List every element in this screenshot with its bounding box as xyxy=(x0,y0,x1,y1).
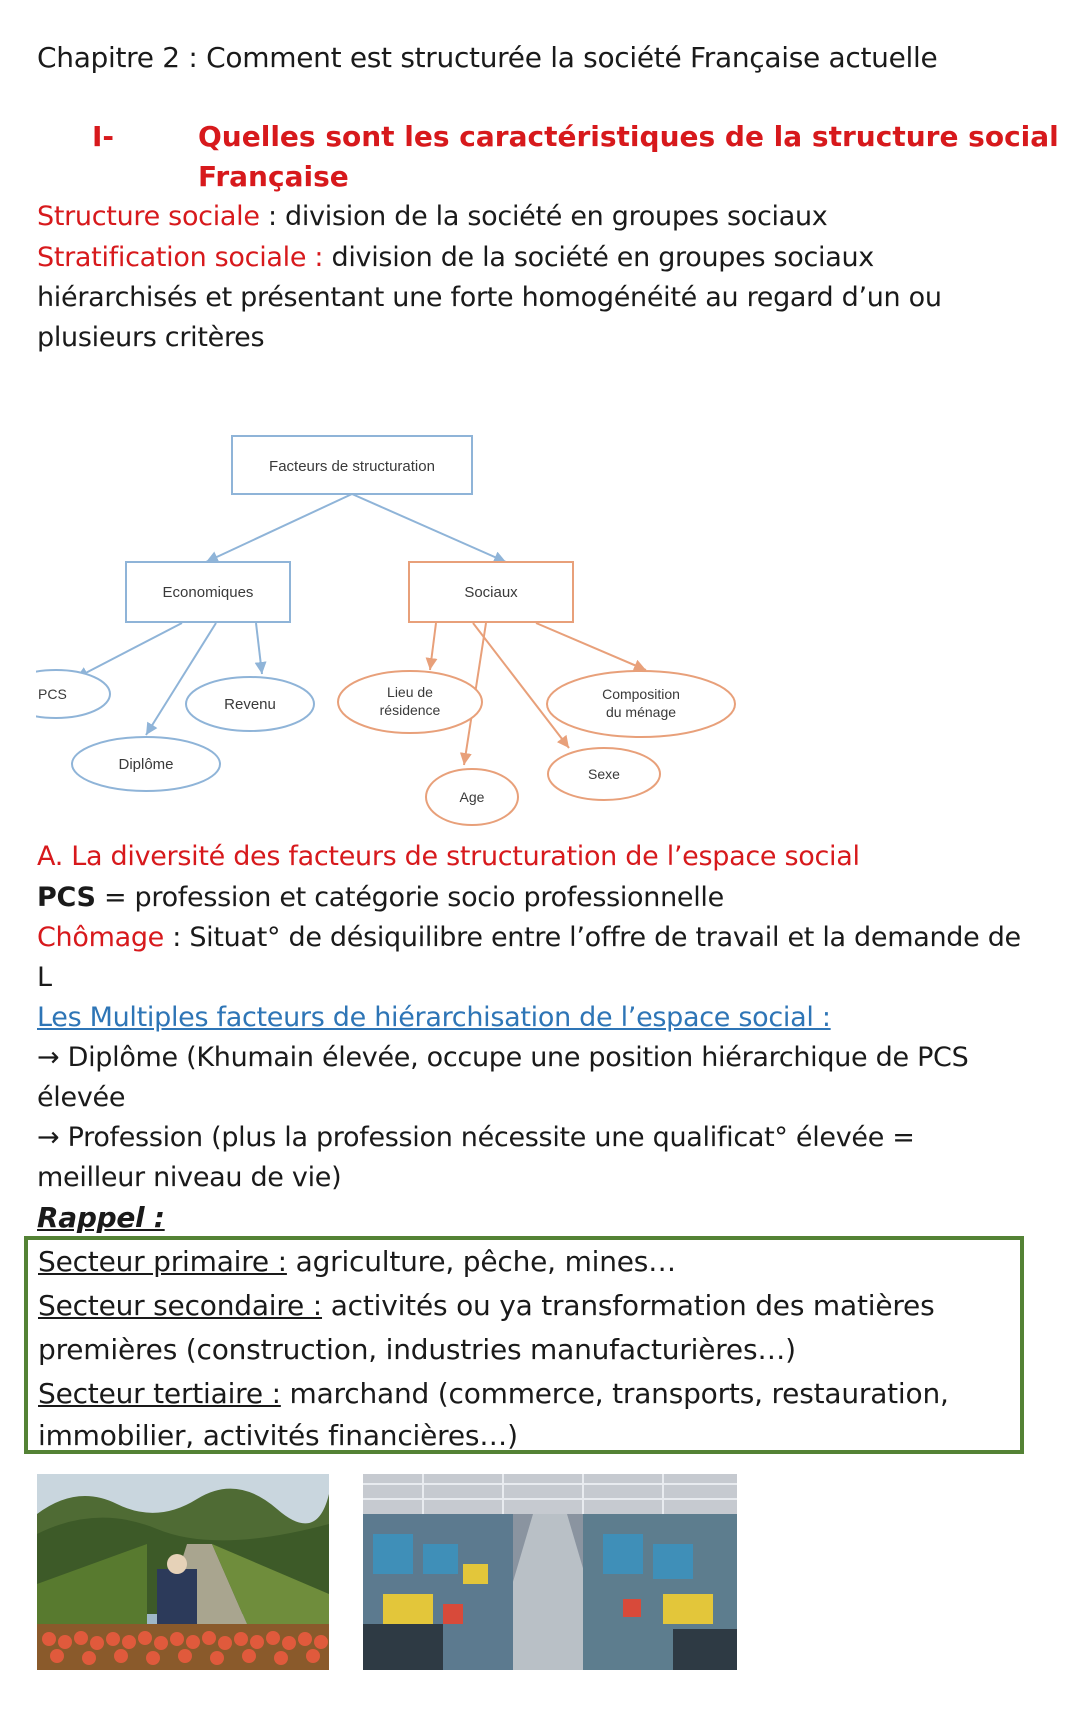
structure-text: : division de la société en groupes sociaux xyxy=(259,201,828,232)
pcs-definition xyxy=(37,878,724,918)
definition-structure xyxy=(37,197,828,237)
chomage-term: Chômage xyxy=(37,922,164,953)
node-pcs-label: PCS xyxy=(38,686,67,702)
stratification-text-3: plusieurs critères xyxy=(37,322,265,353)
secondaire-text-1: activités ou ya transformation des matières xyxy=(322,1289,935,1322)
secondaire-text-2: premières (construction, industries manufacturières…) xyxy=(38,1333,796,1366)
connector-soc-sexe xyxy=(473,623,569,748)
chapter-title: Chapitre 2 : Comment est structurée la société Française actuelle xyxy=(37,41,938,74)
connector-eco-pcs xyxy=(76,623,182,678)
pcs-term: PCS xyxy=(37,882,96,913)
node-composition-label-1: Composition xyxy=(602,686,680,702)
secteur-primaire xyxy=(38,1242,676,1282)
structuration-diagram xyxy=(36,430,756,830)
diplome-line-2: élevée xyxy=(37,1082,126,1113)
rappel-title: Rappel : xyxy=(37,1201,165,1234)
connector-eco-revenu xyxy=(256,623,262,674)
chomage-definition xyxy=(37,918,1021,958)
tertiaire-term: Secteur tertiaire : xyxy=(38,1377,281,1410)
connector-soc-compo xyxy=(536,623,646,670)
node-age-label: Age xyxy=(459,789,485,805)
section-a-title: A. La diversité des facteurs de structuration de l’espace social xyxy=(37,841,860,872)
primaire-text: agriculture, pêche, mines… xyxy=(286,1245,676,1278)
orchard-photo xyxy=(37,1474,329,1670)
rappel-box xyxy=(24,1236,1024,1454)
node-economiques-label: Economiques xyxy=(162,584,254,601)
pcs-text: = profession et catégorie socio professionnelle xyxy=(95,882,724,913)
connector-root-soc xyxy=(352,494,506,562)
primaire-term: Secteur primaire : xyxy=(38,1245,287,1278)
node-lieu-label-1: Lieu de xyxy=(387,684,433,700)
node-lieu-label-2: résidence xyxy=(379,702,441,718)
node-composition-label-2: du ménage xyxy=(605,704,677,720)
secondaire-term: Secteur secondaire : xyxy=(38,1289,323,1322)
definition-stratification xyxy=(37,238,874,278)
tertiaire-text-1: marchand (commerce, transports, restauration, xyxy=(280,1377,949,1410)
chomage-text-2: L xyxy=(37,962,52,993)
node-root-label: Facteurs de structuration xyxy=(269,458,435,475)
stratification-text-2: hiérarchisés et présentant une forte homogénéité au regard d’un ou xyxy=(37,282,942,313)
section-title-line1: Quelles sont les caractéristiques de la structure social xyxy=(198,120,1059,153)
node-sexe-label: Sexe xyxy=(588,766,620,782)
chomage-text: : Situat° de désiquilibre entre l’offre de travail et la demande de xyxy=(163,922,1021,953)
profession-line-1: → Profession (plus la profession nécessite une qualificat° élevée = xyxy=(37,1122,915,1153)
stratification-text-1: division de la société en groupes sociaux xyxy=(323,242,874,273)
node-revenu-label: Revenu xyxy=(224,696,276,713)
node-diplome-label: Diplôme xyxy=(118,756,174,773)
section-number: I- xyxy=(92,120,115,153)
node-sociaux-label: Sociaux xyxy=(464,584,518,601)
profession-line-2: meilleur niveau de vie) xyxy=(37,1162,342,1193)
section-title-line2: Française xyxy=(198,160,349,193)
multiples-title: Les Multiples facteurs de hiérarchisation de l’espace social : xyxy=(37,1002,831,1033)
structure-term: Structure sociale xyxy=(37,201,260,232)
connector-root-eco xyxy=(206,494,352,562)
secteur-tertiaire xyxy=(38,1374,949,1414)
diplome-line-1: → Diplôme (Khumain élevée, occupe une position hiérarchique de PCS xyxy=(37,1042,969,1073)
stratification-term: Stratification sociale : xyxy=(37,242,324,273)
secteur-secondaire xyxy=(38,1286,934,1326)
tertiaire-text-2: immobilier, activités financières…) xyxy=(38,1419,518,1452)
factory-photo xyxy=(363,1474,737,1670)
connector-soc-lieu xyxy=(430,623,436,670)
